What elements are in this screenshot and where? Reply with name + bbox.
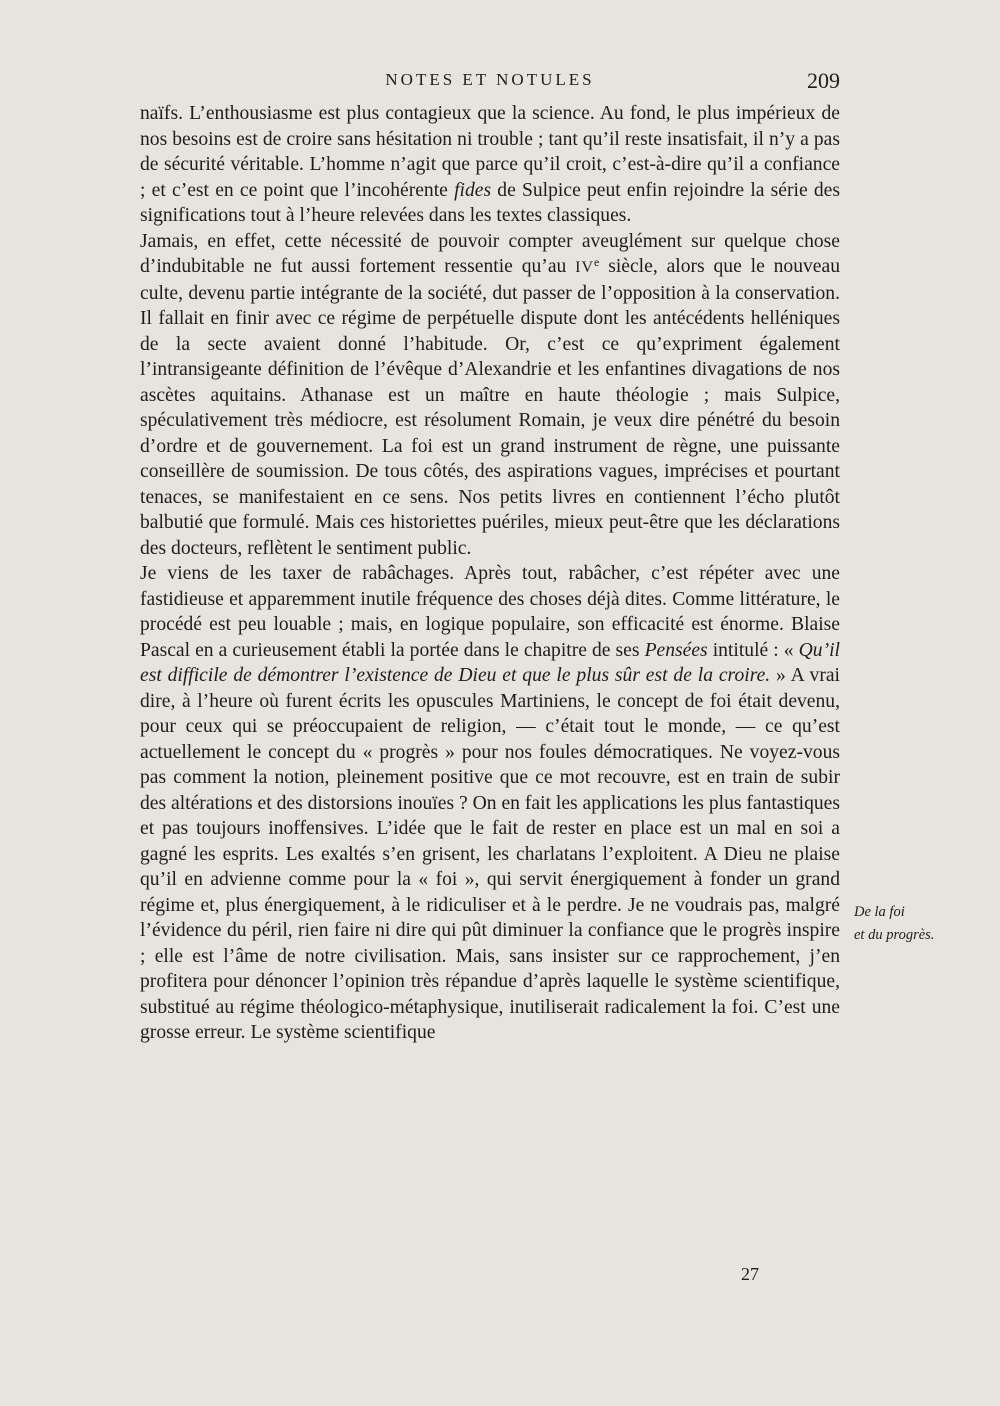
- italic-text: fides: [454, 179, 492, 201]
- text-run: » A vrai dire, à l’heure où furent écrits les opuscules Martiniens, le concept de foi était devenu, pour ceux qui se préoccupaient de religion, — c’était tout le monde, — ce qu’est actuellement le concept du « progrès » pour nos foules démocratiques. Ne voyez-vous pas comment la notion, pleinement positive que ce mot recouvre, est en train de subir des altérations et des distorsions inouïes ? On en fait les applications les plus fantastiques et pas toujours inoffensives. L’idée que le fait de rester en place est un mal en soi a gagné les esprits. Les exaltés s’en grisent, les charlatans l’exploitent. A Dieu ne plaise qu’il en advienne comme pour la « foi », qui servit énergiquement à fonder un grand régime et, plus énergiquement, à le ridiculiser et à le perdre. Je ne voudrais pas, malgré l’évidence du péril, rien faire ni dire qui pût diminuer la confiance que le progrès inspire ; elle est l’âme de notre civilisation. Mais, sans insister sur ce rapprochement, j’en profitera pour dénoncer l’opinion très répandue d’après laquelle le système scientifique, substitué au régime théologico-métaphysique, inutiliserait radicalement la foi. C’est une grosse erreur. Le système scientifique: [140, 665, 840, 1043]
- running-head: [140, 66, 840, 96]
- paragraph: [140, 561, 840, 1046]
- text-run: naïfs. L’enthousiasme est plus contagieux que la science. Au fond, le plus impérieux de nos besoins est de croire sans hésitation ni trouble ; tant qu’il reste insatisfait, il n’y a pas de sécurité véritable. L’homme n’agit que parce qu’il croit, c’est-à-dire qu’il a confiance ; et c’est en ce point que l’incohérente: [140, 103, 840, 201]
- superscript-text: e: [594, 255, 600, 269]
- text-run: Jamais, en effet, cette nécessité de pouvoir compter aveuglément sur quelque chose d’indubitable ne fut aussi fortement ressentie qu’au: [140, 230, 840, 277]
- text-run: Je viens de les taxer de rabâchages. Après tout, rabâcher, c’est répéter avec une fastidieuse et apparemment inutile fréquence des choses déjà dites. Comme littérature, le procédé est peu louable ; mais, en logique populaire, son efficacité est énorme. Blaise Pascal en a curieusement établi la portée dans le chapitre de ses: [140, 563, 840, 661]
- page-number: 209: [807, 68, 840, 93]
- paragraph: [140, 101, 840, 229]
- text-run: siècle, alors que le nouveau culte, devenu partie intégrante de la société, dut passer de l’opposition à la conservation. Il fallait en finir avec ce régime de perpétuelle dispute dont les antécédents helléniques de la secte avaient donné l’habitude. Or, c’est ce qu’expriment également l’intransigeante définition de l’évêque d’Alexandrie et les enfantines divagations de nos ascètes aquitains. Athanase est un maître en haute théologie ; mais Sulpice, spéculativement très médiocre, est résolument Romain, je veux dire pénétré du besoin d’ordre et de gouvernement. La foi est un grand instrument de règne, une puissante conseillère de soumission. De tous côtés, des aspirations vagues, imprécises et pourtant tenaces, se manifestaient en ce sens. Nos petits livres en contiennent l’écho plutôt balbutié que formulé. Mais ces historiettes puériles, mieux peut-être que les déclarations des docteurs, reflètent le sentiment public.: [140, 256, 840, 559]
- margin-note-line: et du progrès.: [854, 927, 935, 943]
- italic-text: Pensées: [644, 639, 708, 661]
- running-title: NOTES ET NOTULES: [385, 70, 595, 89]
- margin-note: [854, 901, 954, 947]
- text-run: IV: [575, 259, 595, 276]
- body-text: [140, 101, 840, 1046]
- text-run: intitulé : «: [707, 639, 799, 661]
- signature-mark: 27: [741, 1264, 759, 1284]
- text-run: de Sulpice peut enfin rejoindre la série des significations tout à l’heure relevées dans les textes classiques.: [140, 179, 840, 226]
- margin-note-line: De la foi: [854, 904, 905, 920]
- italic-text: Qu’il est difficile de démontrer l’existence de Dieu et que le plus sûr est de la croire.: [140, 639, 840, 686]
- paragraph: [140, 229, 840, 562]
